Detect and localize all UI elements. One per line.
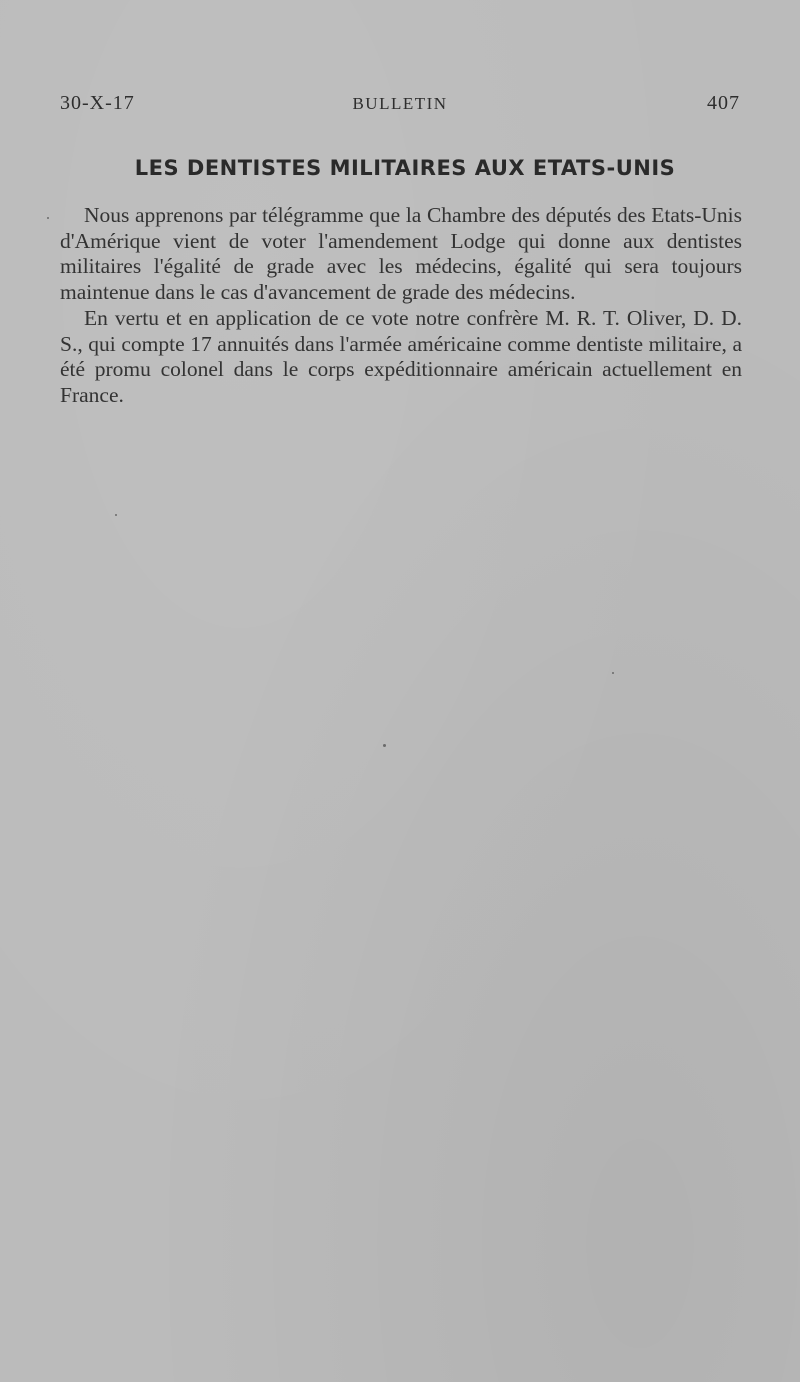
print-speck (612, 672, 614, 674)
print-speck (115, 514, 117, 516)
page-number: 407 (707, 92, 740, 114)
issue-date: 30-X-17 (60, 92, 135, 114)
journal-name: BULLETIN (352, 94, 448, 113)
print-speck (47, 217, 49, 219)
print-speck (383, 744, 386, 747)
paragraph: Nous apprenons par télégramme que la Chambre des députés des Etats-Unis d'Amérique vient de voter l'amendement Lodge qui donne aux dentistes militaires l'égalité de grade avec les médecins, égalité qui sera toujours maintenue dans le cas d'avancement de grade des médecins. (60, 203, 742, 305)
article-body (60, 203, 742, 409)
article-title: LES DENTISTES MILITAIRES AUX ETATS-UNIS (134, 156, 676, 180)
running-head (60, 92, 740, 122)
paragraph: En vertu et en application de ce vote notre confrère M. R. T. Oliver, D. D. S., qui compte 17 annuités dans l'armée américaine comme dentiste militaire, a été promu colonel dans le corps expéditionnaire américain actuellement en France. (60, 305, 742, 407)
